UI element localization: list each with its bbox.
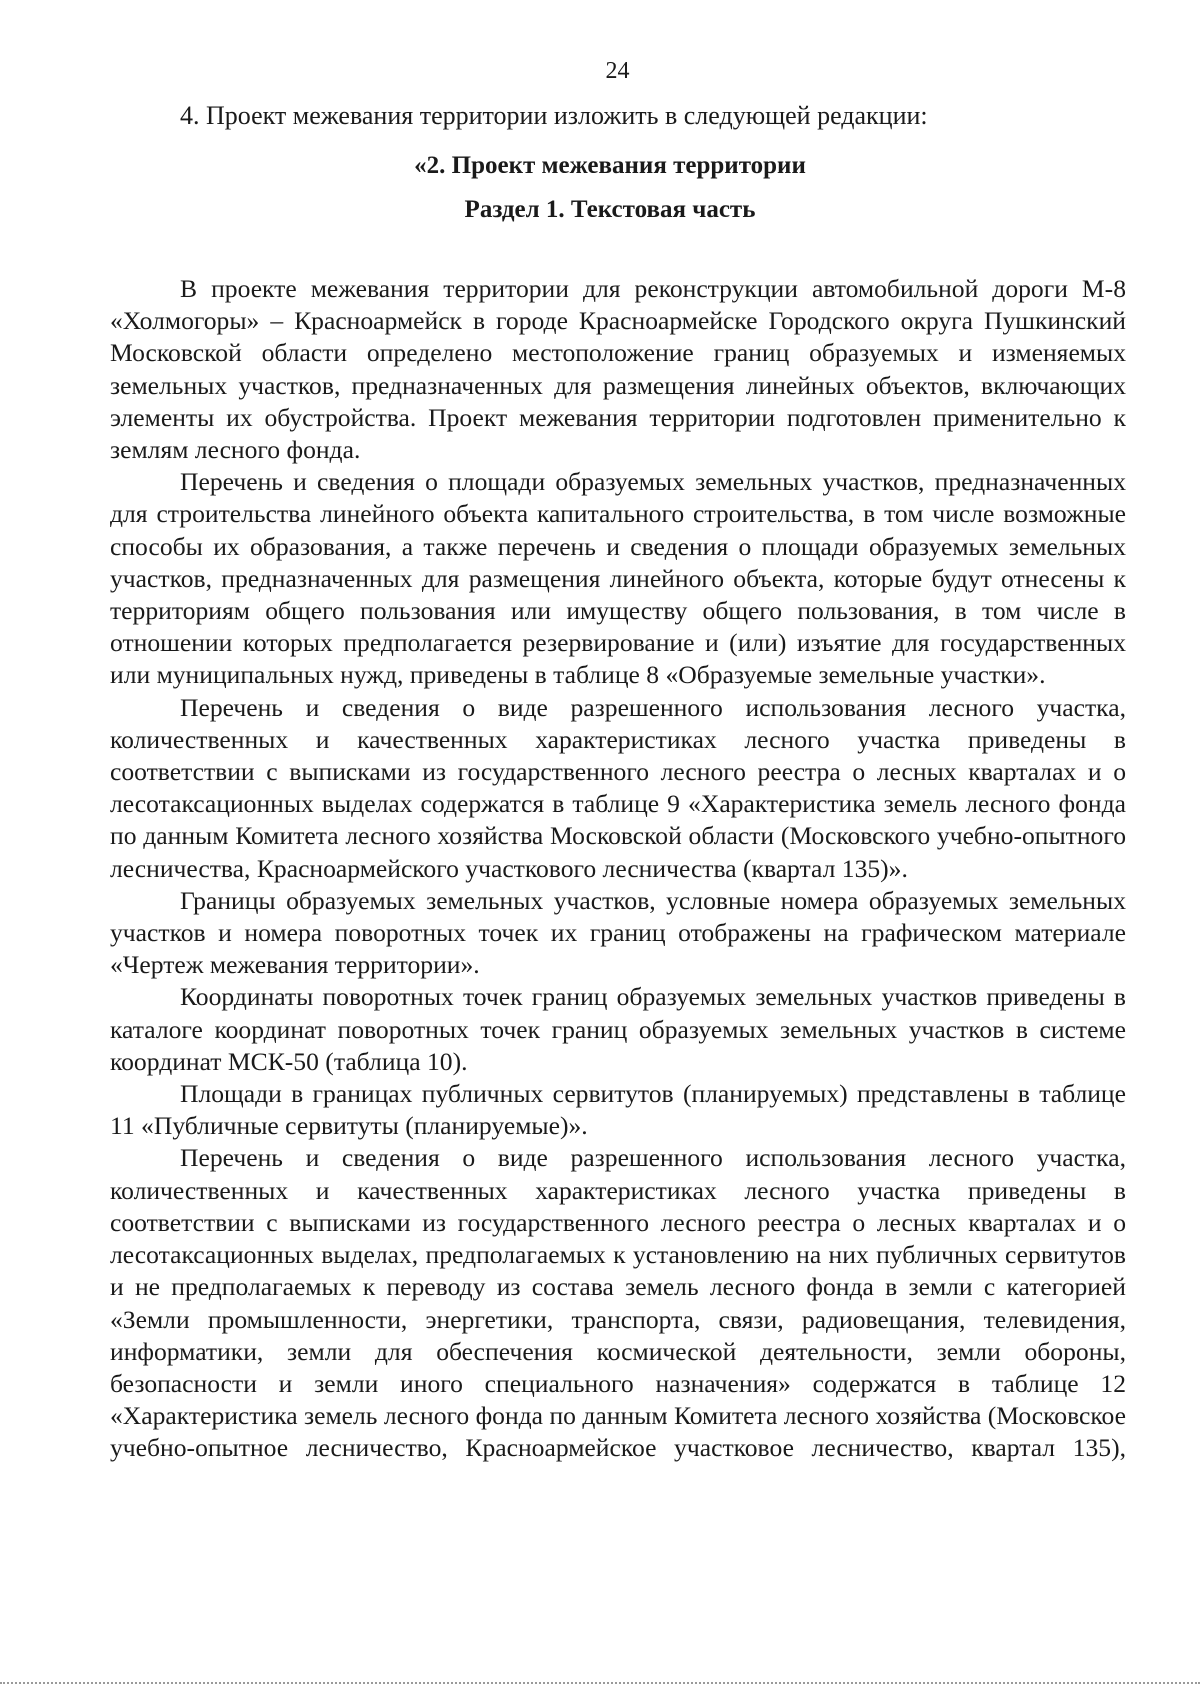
amendment-intro: 4. Проект межевания территории изложить в следующей редакции: [180,101,928,130]
paragraph: В проекте межевания территории для реконструкции автомобильной дороги М-8 «Холмогоры» – Красноармейск в городе Красноармейске Городского округа Пушкинский Московской области определено местоположение границ образуемых и изменяемых земельных участков, предназначенных для размещения линейных объектов, включающих элементы их обустройства. Проект межевания территории подготовлен применительно к землям лесного фонда. [110,274,1126,465]
paragraph: Перечень и сведения о виде разрешенного использования лесного участка, количественных и качественных характеристиках лесного участка приведены в соответствии с выписками из государственного лесного реестра о лесных кварталах и о лесотаксационных выделах, предполагаемых к установлению на них публичных сервитутов и не предполагаемых к переводу из состава земель лесного фонда в земли с категорией «Земли промышленности, энергетики, транспорта, связи, радиовещания, телевидения, информатики, земли для обеспечения космической деятельности, земли обороны, безопасности и земли иного специального назначения» содержатся в таблице 12 «Характеристика земель лесного фонда по данным Комитета лесного хозяйства (Московское учебно-опытное лесничество, Красноармейское участковое лесничество, квартал 135), [110,1143,1126,1463]
paragraph: Перечень и сведения о площади образуемых земельных участков, предназначенных для строительства линейного объекта капитального строительства, в том числе возможные способы их образования, а также перечень и сведения о площади образуемых земельных участков, предназначенных для размещения линейного объекта, которые будут отнесены к территориям общего пользования или имуществу общего пользования, в том числе в отношении которых предполагается резервирование и (или) изъятие для государственных или муниципальных нужд, приведены в таблице 8 «Образуемые земельные участки». [110,467,1126,690]
scan-edge-divider [0,1682,1200,1684]
paragraph: Перечень и сведения о виде разрешенного использования лесного участка, количественных и качественных характеристиках лесного участка приведены в соответствии с выписками из государственного лесного реестра о лесных кварталах и о лесотаксационных выделах содержатся в таблице 9 «Характеристика земель лесного фонда по данным Комитета лесного хозяйства Московской области (Московского учебно-опытного лесничества, Красноармейского участкового лесничества (квартал 135)». [110,692,1126,883]
paragraph: Границы образуемых земельных участков, условные номера образуемых земельных участков и номера поворотных точек их границ отображены на графическом материале «Чертеж межевания территории». [110,885,1126,980]
paragraph: Координаты поворотных точек границ образуемых земельных участков приведены в каталоге координат поворотных точек границ образуемых земельных участков в системе координат МСК-50 (таблица 10). [110,982,1126,1076]
section-subheading: Раздел 1. Текстовая часть [464,196,756,223]
body-text [110,273,1126,1465]
section-heading: «2. Проект межевания территории [414,152,806,179]
paragraph: Площади в границах публичных сервитутов (планируемых) представлены в таблице 11 «Публичные сервитуты (планируемые)». [110,1079,1126,1141]
page-number: 24 [605,58,630,84]
